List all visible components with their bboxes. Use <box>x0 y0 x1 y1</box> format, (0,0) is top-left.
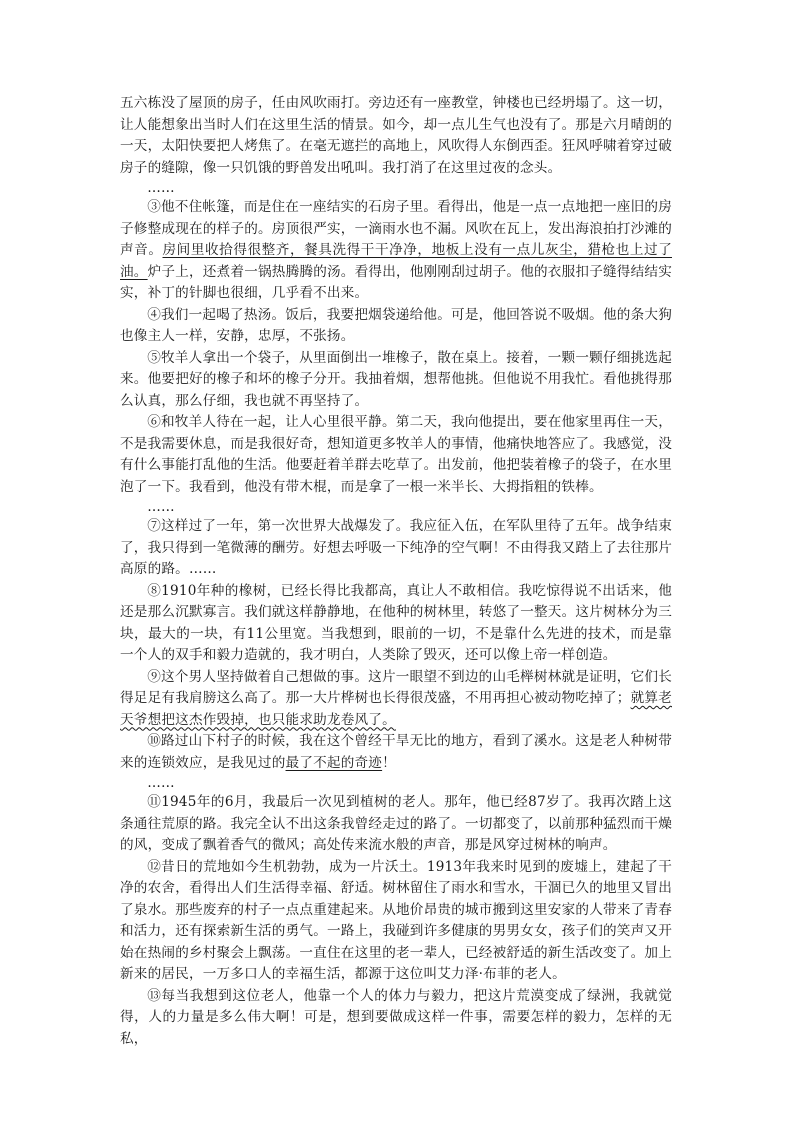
underlined-text: 最了不起的奇迹 <box>285 754 383 771</box>
text-run: ⑦这样过了一年，第一次世界大战爆发了。我应征入伍，在军队里待了五年。战争结束了，我只得到一笔微薄的酬劳。好想去呼吸一下纯净的空气啊！不由得我又踏上了去往那片高原的路。…… <box>120 518 672 577</box>
paragraph-p9 <box>120 667 672 732</box>
paragraph-p11 <box>120 792 672 857</box>
paragraph-p3 <box>120 197 672 305</box>
paragraph-p13 <box>120 986 672 1051</box>
text-run: ！ <box>382 754 396 771</box>
paragraph-p7 <box>120 516 672 581</box>
paragraph-p12 <box>120 857 672 986</box>
paragraph-p6 <box>120 412 672 498</box>
text-run: ⑫昔日的荒地如今生机勃勃，成为一片沃土。1913年我来时见到的废墟上，建起了干净的农舍，看得出人们生活得幸福、舒适。树林留住了雨水和雪水，干涸已久的地里又冒出了泉水。那些废弃的村子一点点重建起来。从地价昂贵的城市搬到这里安家的人带来了青春和活力，还有探索新生活的勇气。一路上，我碰到许多健康的男男女女，孩子们的笑声又开始在热闹的乡村聚会上飘荡。一直住在这里的老一辈人，已经被舒适的新生活改变了。加上新来的居民，一万多口人的幸福生活，都源于这位叫艾力泽·布菲的老人。 <box>120 858 672 982</box>
underlined-text: 房间里收拾得很整齐，餐具洗得干干净净，地板上没有一点儿灰尘，猎枪也上过了油。 <box>120 242 672 280</box>
ellipsis-separator: …… <box>147 775 175 791</box>
paragraph-p5 <box>120 348 672 413</box>
text-run: ⑥和牧羊人待在一起，让人心里很平静。第二天，我向他提出，要在他家里再住一天，不是我需要休息，而是我很好奇，想知道更多牧羊人的事情，他痛快地答应了。我感觉，没有什么事能打乱他的生活。他要赶着羊群去吃草了。出发前，他把装着橡子的袋子，在水里泡了一下。我看到，他没有带木棍，而是拿了一根一米半长、大拇指粗的铁棒。 <box>120 414 672 495</box>
paragraph-p0 <box>120 93 672 179</box>
paragraph-p4 <box>120 305 672 348</box>
text-run: ⑨这个男人坚持做着自己想做的事。这片一眼望不到边的山毛榉树林就是证明，它们长得足足有我肩膀这么高了。那一大片桦树也长得很茂盛，不用再担心被动物吃掉了； <box>120 668 672 706</box>
text-run: ③他不住帐篷，而是住在一座结实的石房子里。看得出，他是一点一点地把一座旧的房子修整成现在的样子的。房顶很严实，一滴雨水也不漏。风吹在瓦上，发出海浪拍打沙滩的声音。 <box>120 199 672 258</box>
text-run: ⑪1945年的6月，我最后一次见到植树的老人。那年，他已经87岁了。我再次踏上这条通往荒原的路。我完全认不出这条我曾经走过的路了。一切都变了，以前那种猛烈而干燥的风，变成了飘着香气的微风；高处传来流水般的声音，那是风穿过树林的响声。 <box>120 794 672 853</box>
document-page <box>120 93 672 1050</box>
wavy-underlined-text: 就算老天爷想把这杰作毁掉，也只能求助龙卷风了。 <box>120 690 672 728</box>
ellipsis-separator: …… <box>147 180 175 196</box>
ellipsis-separator: …… <box>147 499 175 515</box>
text-run: ⑧1910年种的橡树，已经长得比我都高，真让人不敢相信。我吃惊得说不出话来，他还是那么沉默寡言。我们就这样静静地，在他种的树林里，转悠了一整天。这片树林分为三块，最大的一块，有11公里宽。当我想到，眼前的一切，不是靠什么先进的技术，而是靠一个人的双手和毅力造就的，我才明白，人类除了毁灭，还可以像上帝一样创造。 <box>120 582 672 663</box>
text-run: ⑩路过山下村子的时候，我在这个曾经干旱无比的地方，看到了溪水。这是老人种树带来的连锁效应，是我见过的 <box>120 733 672 771</box>
text-run: 五六栋没了屋顶的房子，任由风吹雨打。旁边还有一座教堂，钟楼也已经坍塌了。这一切，让人能想象出当时人们在这里生活的情景。如今，却一点儿生气也没有了。那是六月晴朗的一天，太阳快要把人烤焦了。在毫无遮拦的高地上，风吹得人东倒西歪。狂风呼啸着穿过破房子的缝隙，像一只饥饿的野兽发出吼叫。我打消了在这里过夜的念头。 <box>120 95 672 176</box>
paragraph-p10 <box>120 731 672 774</box>
text-run: ④我们一起喝了热汤。饭后，我要把烟袋递给他。可是，他回答说不吸烟。他的条大狗也像主人一样，安静，忠厚，不张扬。 <box>120 306 672 344</box>
text-run: 炉子上，还煮着一锅热腾腾的汤。看得出，他刚刚刮过胡子。他的衣服扣子缝得结结实实，补丁的针脚也很细，几乎看不出来。 <box>120 263 672 301</box>
text-run: ⑤牧羊人拿出一个袋子，从里面倒出一堆橡子，散在桌上。接着，一颗一颗仔细挑选起来。他要把好的橡子和坏的橡子分开。我抽着烟，想帮他挑。但他说不用我忙。看他挑得那么认真，那么仔细，我也就不再坚持了。 <box>120 349 672 409</box>
paragraph-p8 <box>120 581 672 667</box>
text-run: ⑬每当我想到这位老人，他靠一个人的体力与毅力，把这片荒漠变成了绿洲，我就觉得，人的力量是多么伟大啊！可是，想到要做成这样一件事，需要怎样的毅力，怎样的无私， <box>120 987 672 1047</box>
